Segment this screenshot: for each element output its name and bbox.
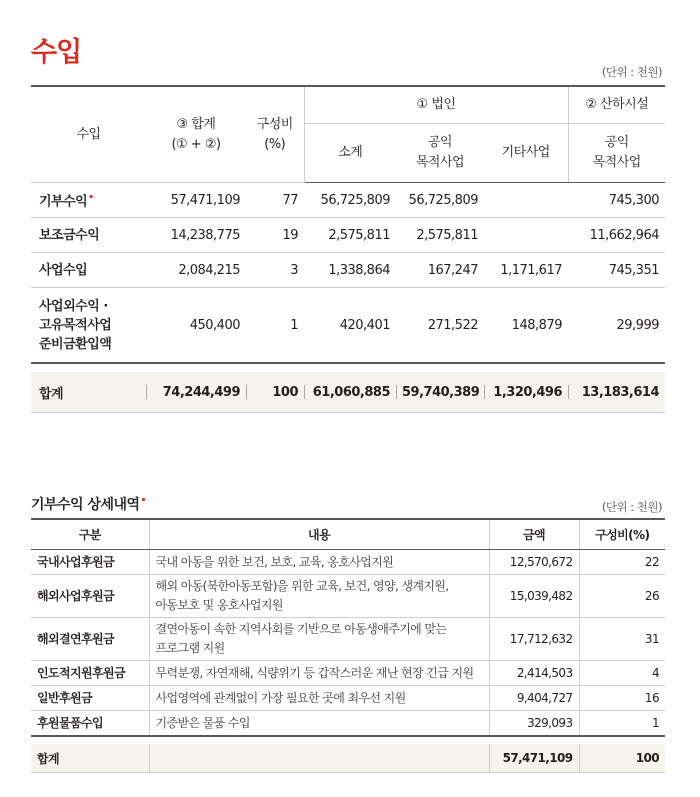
- detail-desc: 사업영역에 관계없이 가장 필요한 곳에 최우선 지원: [149, 686, 489, 711]
- cell-sanha: 745,300: [568, 183, 665, 218]
- header-sanha: ② 산하시설: [568, 86, 665, 124]
- cell-total: 2,084,215: [146, 253, 246, 288]
- detail-amount: 2,414,503: [489, 661, 579, 686]
- cell-subtotal: 2,575,811: [304, 218, 396, 253]
- header-other: 기타사업: [484, 124, 568, 183]
- row-label: 기부수익•: [31, 183, 146, 218]
- detail-label: 후원물품수입: [31, 711, 149, 737]
- header-subtotal: 소계: [304, 124, 396, 183]
- table-row: [31, 218, 665, 253]
- detail-amount: 12,570,672: [489, 550, 579, 575]
- detail-label: 인도적지원후원금: [31, 661, 149, 686]
- detail-total-ratio: 100: [579, 744, 665, 773]
- table-row: [31, 618, 665, 661]
- total-row: [31, 372, 665, 413]
- detail-desc: 무력분쟁, 자연재해, 식량위기 등 갑작스러운 재난 현장 긴급 지원: [149, 661, 489, 686]
- cell-other: [484, 218, 568, 253]
- total-sanha: 13,183,614: [568, 372, 665, 413]
- total-subtotal: 61,060,885: [304, 372, 396, 413]
- total-sum: 74,244,499: [146, 372, 246, 413]
- header-category: 수입: [31, 86, 146, 183]
- unit-label: (단위 : 천원): [601, 65, 662, 79]
- detail-ratio: 31: [579, 618, 665, 661]
- cell-sanha: 11,662,964: [568, 218, 665, 253]
- cell-sanha: 29,999: [568, 288, 665, 364]
- detail-label: 국내사업후원금: [31, 550, 149, 575]
- cell-total: 14,238,775: [146, 218, 246, 253]
- table-row: [31, 253, 665, 288]
- cell-other: 1,171,617: [484, 253, 568, 288]
- cell-public: 56,725,809: [396, 183, 484, 218]
- detail-desc: 기증받은 물품 수입: [149, 711, 489, 737]
- cell-total: 57,471,109: [146, 183, 246, 218]
- cell-public: 2,575,811: [396, 218, 484, 253]
- detail-header-amount: 금액: [489, 519, 579, 550]
- detail-header-content: 내용: [149, 519, 489, 550]
- total-label: 합계: [31, 372, 146, 413]
- row-label: 사업수입: [31, 253, 146, 288]
- header-total: ③ 합계 (① + ②): [146, 86, 246, 183]
- detail-amount: 9,404,727: [489, 686, 579, 711]
- table-row: [31, 288, 665, 364]
- table-row: [31, 575, 665, 618]
- page-title: 수입: [31, 37, 82, 68]
- detail-ratio: 16: [579, 686, 665, 711]
- detail-ratio: 1: [579, 711, 665, 737]
- cell-other: [484, 183, 568, 218]
- cell-total: 450,400: [146, 288, 246, 364]
- detail-total-row: [31, 744, 665, 773]
- detail-ratio: 26: [579, 575, 665, 618]
- cell-subtotal: 56,725,809: [304, 183, 396, 218]
- header-corp: ① 법인: [304, 86, 568, 124]
- cell-ratio: 3: [246, 253, 304, 288]
- detail-ratio: 22: [579, 550, 665, 575]
- detail-label: 해외결연후원금: [31, 618, 149, 661]
- table-row: [31, 183, 665, 218]
- detail-amount: 329,093: [489, 711, 579, 737]
- cell-ratio: 1: [246, 288, 304, 364]
- income-table: [31, 85, 665, 413]
- cell-sanha: 745,351: [568, 253, 665, 288]
- detail-title: 기부수익 상세내역•: [31, 496, 146, 513]
- table-row: [31, 711, 665, 737]
- total-other: 1,320,496: [484, 372, 568, 413]
- cell-other: 148,879: [484, 288, 568, 364]
- detail-desc: 결연아동이 속한 지역사회를 기반으로 아동생애주기에 맞는 프로그램 지원: [149, 618, 489, 661]
- header-ratio: 구성비 (%): [246, 86, 304, 183]
- cell-subtotal: 420,401: [304, 288, 396, 364]
- table-row: [31, 686, 665, 711]
- detail-amount: 15,039,482: [489, 575, 579, 618]
- table-row: [31, 550, 665, 575]
- row-label: 사업외수익 · 고유목적사업 준비금환입액: [31, 288, 146, 364]
- detail-label: 해외사업후원금: [31, 575, 149, 618]
- total-public: 59,740,389: [396, 372, 484, 413]
- cell-ratio: 19: [246, 218, 304, 253]
- header-public: 공익 목적사업: [396, 124, 484, 183]
- header-sanha-public: 공익 목적사업: [568, 124, 665, 183]
- detail-header-ratio: 구성비(%): [579, 519, 665, 550]
- detail-amount: 17,712,632: [489, 618, 579, 661]
- cell-public: 271,522: [396, 288, 484, 364]
- detail-table: [31, 518, 665, 773]
- table-row: [31, 661, 665, 686]
- detail-header-category: 구분: [31, 519, 149, 550]
- footnote-marker: •: [88, 192, 94, 203]
- detail-desc: 해외 아동(북한아동포함)을 위한 교육, 보건, 영양, 생계지원, 아동보호 및 옹호사업지원: [149, 575, 489, 618]
- detail-ratio: 4: [579, 661, 665, 686]
- cell-subtotal: 1,338,864: [304, 253, 396, 288]
- cell-ratio: 77: [246, 183, 304, 218]
- detail-label: 일반후원금: [31, 686, 149, 711]
- detail-total-label: 합계: [31, 744, 149, 773]
- detail-total-amount: 57,471,109: [489, 744, 579, 773]
- row-label: 보조금수익: [31, 218, 146, 253]
- footnote-marker: •: [140, 496, 146, 507]
- detail-desc: 국내 아동을 위한 보건, 보호, 교육, 옹호사업지원: [149, 550, 489, 575]
- detail-unit-label: (단위 : 천원): [601, 500, 662, 514]
- detail-total-content: [149, 744, 489, 773]
- cell-public: 167,247: [396, 253, 484, 288]
- total-ratio: 100: [246, 372, 304, 413]
